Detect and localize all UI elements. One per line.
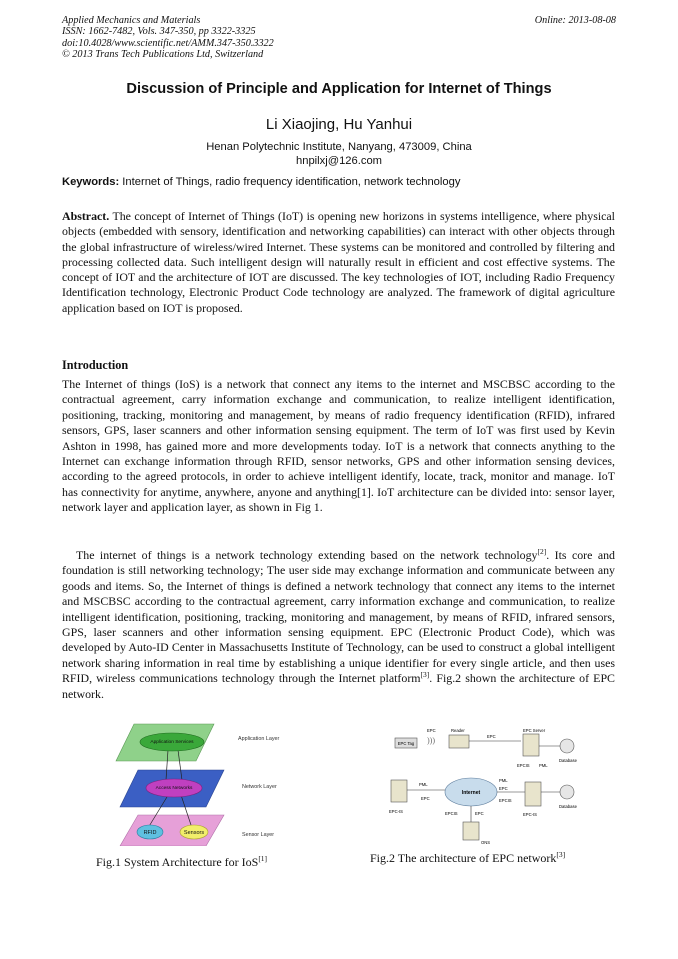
epc-is-right-label: EPC-IS xyxy=(523,812,537,817)
rfid-label: RFID xyxy=(143,830,157,836)
network-layer-label: Network Layer xyxy=(242,784,277,790)
para2-text-b: . Its core and foundation is still networking technology; The user side may exchange information and communicate between any goods and items. So, the Internet of things is defined a network technology that connect any items to the internet and MSCBSC according to the contractual agreement, carry information exchange and communication, to realize intelligent identification, positioning, tracking, monitoring and management, by means of RFID, infrared sensors, GPS, laser scanners and other information sensing equipment. EPC (Electronic Product Code), which was developed by Auto-ID Center in Massachusetts Institute of Technology, can be used to construct a global intelligent network sharing information in real time by establishing a unique identifier for every single article, and then uses RFID, wireless communications technology through the Internet platform xyxy=(62,548,615,686)
figure-1-iot-architecture xyxy=(112,722,292,846)
abstract-text: The concept of Internet of Things (IoT) is opening new horizons in systems intelligence, where physical objects (embedded with sensory, identification and networking capabilities) can interact with other objects through the global infrastructure of wireless/wired Internet. These systems can be monitored and controlled by filtering and processing collected data. Such intelligent design will naturally result in efficient and cost effective systems. The concept of IOT and the architecture of IOT are discussed. The key technologies of IOT, including Radio Frequency Identification technology, Electronic Product Code technology are analyzed. The framework of digital agriculture application based on IOT is proposed. xyxy=(62,209,615,315)
keywords-text: Internet of Things, radio frequency identification, network technology xyxy=(119,176,461,188)
paper-authors: Li Xiaojing, Hu Yanhui xyxy=(265,116,413,133)
intro-paragraph-2 xyxy=(62,548,615,702)
epc-is-right-device xyxy=(525,782,541,806)
ons-label: ONS xyxy=(481,840,491,845)
epc-right-label: EPC xyxy=(499,786,508,791)
doi-line[interactable]: doi:10.4028/www.scientific.net/AMM.347-350.3322 xyxy=(62,37,274,49)
figure-1-caption xyxy=(96,855,267,870)
wireless-waves-icon: ))) xyxy=(427,736,435,745)
epc-server-label: EPC Server xyxy=(523,728,546,733)
application-layer-label: Application Layer xyxy=(238,736,280,742)
sensor-layer-label: Sensor Layer xyxy=(242,832,275,838)
epc-left-label: EPC xyxy=(421,796,430,801)
copyright-line: © 2013 Trans Tech Publications Ltd, Switzerland xyxy=(62,49,264,61)
reader-device xyxy=(449,735,469,748)
pml-top-label: PML xyxy=(539,763,548,768)
journal-name: Applied Mechanics and Materials xyxy=(62,15,201,26)
online-date: Online: 2013-08-08 xyxy=(534,15,616,26)
epcis-right-label: EPCIS xyxy=(499,798,512,803)
epc-is-left-device xyxy=(391,780,407,802)
intro-paragraph-1: The Internet of things (IoS) is a network that connect any items to the internet and MSCBSC according to the contractual agreement, carry information exchange and communication, to realize intelligent identification, positioning, tracking, monitoring and management, by means of radio frequency identification (RFID), infrared sensors, GPS, laser scanners and other information sensing equipment. The term of IoT was first used by Kevin Ashton in 1998, has gained more and more developments today. IoT is a network that connects anything to the Internet can exchange information through RFID, sensor networks, GPS and other information sensing devices, according to the agreed protocols, in order to achieve intelligent identify, locate, track, monitor and manage. IoT has connectivity for anytime, anywhere, anyone and anything[1]. IoT architecture can be divided into: sensor layer, network layer and application layer, as shown in Fig 1. xyxy=(62,377,615,515)
epc-label-reader-server: EPC xyxy=(487,734,496,739)
pml-left-label: PML xyxy=(419,782,428,787)
section-heading-introduction: Introduction xyxy=(62,358,129,372)
figure-2-caption xyxy=(370,851,565,866)
para2-text-c: . Fig.2 shown the architecture of EPC network. xyxy=(62,671,615,701)
access-networks-label: Access Networks xyxy=(155,786,193,791)
figure-2-citation: [3] xyxy=(556,850,566,859)
database-right-icon xyxy=(560,785,574,799)
database-right-label: Database xyxy=(559,804,577,809)
epcis-mid-label: EPCIS xyxy=(445,811,458,816)
epcis-top-label: EPCIS xyxy=(517,763,530,768)
abstract xyxy=(62,209,615,316)
epc-server-device xyxy=(523,734,539,756)
reader-label: Reader xyxy=(451,728,465,733)
epc-label-top-left: EPC xyxy=(427,728,436,733)
figure-2-epc-network xyxy=(381,722,611,847)
paper-title: Discussion of Principle and Application for Internet of Things xyxy=(126,81,552,97)
citation-2: [2] xyxy=(537,547,547,557)
figure-1-citation: [1] xyxy=(258,854,268,863)
epc-tag-label: EPC Tag xyxy=(397,741,415,746)
affiliation: Henan Polytechnic Institute, Nanyang, 473009, China xyxy=(206,141,472,153)
keywords xyxy=(62,176,622,188)
ons-device xyxy=(463,822,479,840)
affiliation-block xyxy=(0,140,678,168)
keywords-label: Keywords: xyxy=(62,176,120,188)
abstract-label: Abstract. xyxy=(62,209,110,223)
citation-3: [3] xyxy=(420,670,430,680)
figure-2-caption-text: Fig.2 The architecture of EPC network xyxy=(370,851,557,865)
internet-label: Internet xyxy=(461,790,481,796)
author-email[interactable]: hnpilxj@126.com xyxy=(296,155,382,167)
application-services-label: Application Services xyxy=(150,740,194,745)
database-top-icon xyxy=(560,739,574,753)
pml-right-label: PML xyxy=(499,778,508,783)
sensors-label: Sensors xyxy=(183,830,205,836)
epc-below-label: EPC xyxy=(475,811,484,816)
database-top-label: Database xyxy=(559,758,577,763)
epc-is-left-label: EPC-IS xyxy=(389,809,403,814)
journal-header xyxy=(62,15,274,61)
sensor-layer-plane xyxy=(120,815,224,846)
figure-1-caption-text: Fig.1 System Architecture for IoS xyxy=(96,855,259,869)
para2-text-a: The internet of things is a network technology extending based on the network technology xyxy=(76,548,538,562)
issn-line: ISSN: 1662-7482, Vols. 347-350, pp 3322-3325 xyxy=(62,26,256,38)
